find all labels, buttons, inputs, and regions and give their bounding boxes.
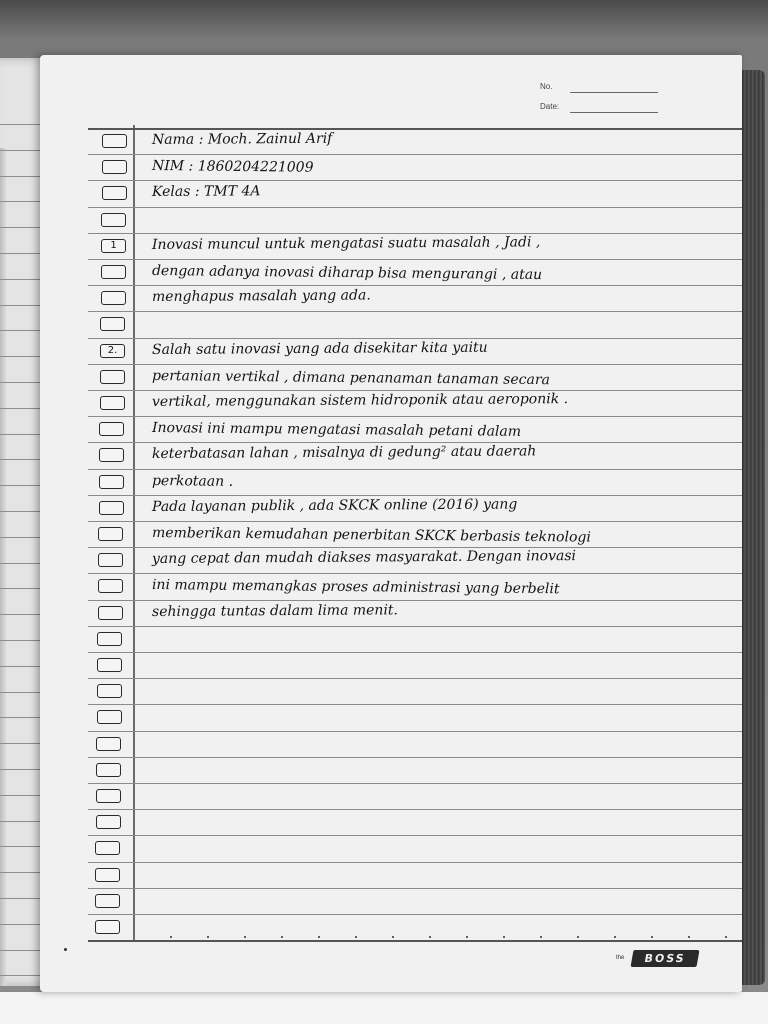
ruled-line — [88, 652, 742, 653]
ruled-line — [88, 573, 742, 574]
row-checkbox[interactable] — [101, 291, 126, 305]
bottom-dot — [577, 936, 579, 938]
ruled-line — [88, 862, 742, 863]
date-line — [570, 112, 658, 113]
row-checkbox[interactable]: 1 — [101, 239, 126, 253]
ruled-line — [88, 704, 742, 705]
ruled-line — [88, 783, 742, 784]
bottom-dot — [614, 936, 616, 938]
bottom-dot — [244, 936, 246, 938]
handwritten-line: yang cepat dan mudah diakses masyarakat. Dengan inovasi — [151, 548, 577, 568]
row-checkbox[interactable] — [96, 815, 121, 829]
handwritten-line: ini mampu memangkas proses administrasi yang berbelit — [151, 577, 560, 598]
row-checkbox[interactable] — [98, 606, 123, 620]
ruled-line — [88, 180, 742, 181]
date-label: Date: — [540, 102, 560, 111]
row-checkbox[interactable]: 2. — [100, 344, 125, 358]
handwritten-line: Nama : Moch. Zainul Arif — [151, 130, 333, 148]
brand-logo: BOSS — [631, 950, 700, 967]
row-checkbox[interactable] — [99, 448, 124, 462]
row-checkbox[interactable] — [96, 737, 121, 751]
ruled-line — [88, 128, 742, 130]
row-checkbox[interactable] — [95, 920, 120, 934]
ruled-line — [88, 521, 742, 522]
handwritten-line: Inovasi muncul untuk mengatasi suatu masalah , Jadi , — [151, 234, 541, 253]
row-checkbox[interactable] — [95, 894, 120, 908]
row-checkbox[interactable] — [100, 317, 125, 331]
ruled-line — [88, 835, 742, 836]
row-checkbox[interactable] — [101, 265, 126, 279]
row-checkbox[interactable] — [100, 396, 125, 410]
ruled-line — [88, 154, 742, 155]
row-checkbox[interactable] — [96, 763, 121, 777]
corner-dot — [64, 948, 67, 951]
handwritten-line: vertikal, menggunakan sistem hidroponik atau aeroponik . — [151, 391, 569, 410]
ruled-line — [88, 940, 742, 942]
row-checkbox[interactable] — [101, 213, 126, 227]
handwritten-line: Inovasi ini mampu mengatasi masalah petani dalam — [151, 420, 522, 441]
row-checkbox[interactable] — [97, 684, 122, 698]
row-checkbox[interactable] — [95, 868, 120, 882]
ruled-line — [88, 731, 742, 732]
row-checkbox[interactable] — [99, 501, 124, 515]
ruled-line — [88, 914, 742, 915]
bottom-dot — [503, 936, 505, 938]
row-checkbox[interactable] — [97, 710, 122, 724]
row-checkbox[interactable] — [102, 134, 127, 148]
ruled-line — [88, 626, 742, 627]
ruled-line — [88, 469, 742, 470]
bottom-dot — [688, 936, 690, 938]
ruled-line — [88, 416, 742, 417]
handwritten-line: pertanian vertikal , dimana penanaman tanaman secara — [151, 367, 550, 388]
no-label: No. — [540, 82, 553, 91]
handwritten-line: Pada layanan publik , ada SKCK online (2016) yang — [151, 496, 518, 515]
no-line — [570, 92, 658, 93]
bottom-dot — [540, 936, 542, 938]
bottom-dot — [318, 936, 320, 938]
bottom-dot — [170, 936, 172, 938]
ruled-line — [88, 259, 742, 260]
handwritten-line: Kelas : TMT 4A — [151, 183, 261, 201]
handwritten-line: dengan adanya inovasi diharap bisa mengurangi , atau — [151, 263, 543, 284]
ruled-line — [88, 757, 742, 758]
margin-line — [133, 125, 135, 941]
row-checkbox[interactable] — [102, 160, 127, 174]
row-checkbox[interactable] — [97, 658, 122, 672]
row-checkbox[interactable] — [95, 841, 120, 855]
ruled-line — [88, 207, 742, 208]
row-checkbox[interactable] — [97, 632, 122, 646]
handwritten-line: memberikan kemudahan penerbitan SKCK berbasis teknologi — [151, 525, 591, 546]
ruled-line — [88, 678, 742, 679]
row-checkbox[interactable] — [99, 422, 124, 436]
row-checkbox[interactable] — [99, 475, 124, 489]
bottom-dot — [392, 936, 394, 938]
bottom-dot — [466, 936, 468, 938]
row-checkbox[interactable] — [98, 553, 123, 567]
bottom-margin — [0, 992, 768, 1024]
handwritten-line: NIM : 1860204221009 — [151, 158, 314, 176]
handwritten-line: Salah satu inovasi yang ada disekitar kita yaitu — [151, 339, 488, 358]
bottom-dot — [207, 936, 209, 938]
row-checkbox[interactable] — [100, 370, 125, 384]
brand-prefix: the — [616, 955, 625, 961]
handwritten-line: menghapus masalah yang ada. — [151, 287, 371, 306]
left-page-edge — [0, 148, 6, 986]
ruled-line — [88, 888, 742, 889]
bottom-dot — [725, 936, 727, 938]
ruled-line — [88, 364, 742, 365]
ruled-line — [88, 285, 742, 286]
handwritten-line: sehingga tuntas dalam lima menit. — [151, 601, 399, 620]
handwritten-line: perkotaan . — [151, 472, 234, 490]
row-checkbox[interactable] — [96, 789, 121, 803]
row-checkbox[interactable] — [102, 186, 127, 200]
bottom-dot — [429, 936, 431, 938]
bottom-dot — [651, 936, 653, 938]
ruled-line — [88, 600, 742, 601]
bottom-dot — [281, 936, 283, 938]
row-checkbox[interactable] — [98, 527, 123, 541]
ruled-line — [88, 311, 742, 312]
row-checkbox[interactable] — [98, 579, 123, 593]
bottom-dot — [355, 936, 357, 938]
ruled-line — [88, 809, 742, 810]
handwritten-line: keterbatasan lahan , misalnya di gedung² atau daerah — [151, 443, 537, 463]
notebook-page — [40, 55, 742, 992]
